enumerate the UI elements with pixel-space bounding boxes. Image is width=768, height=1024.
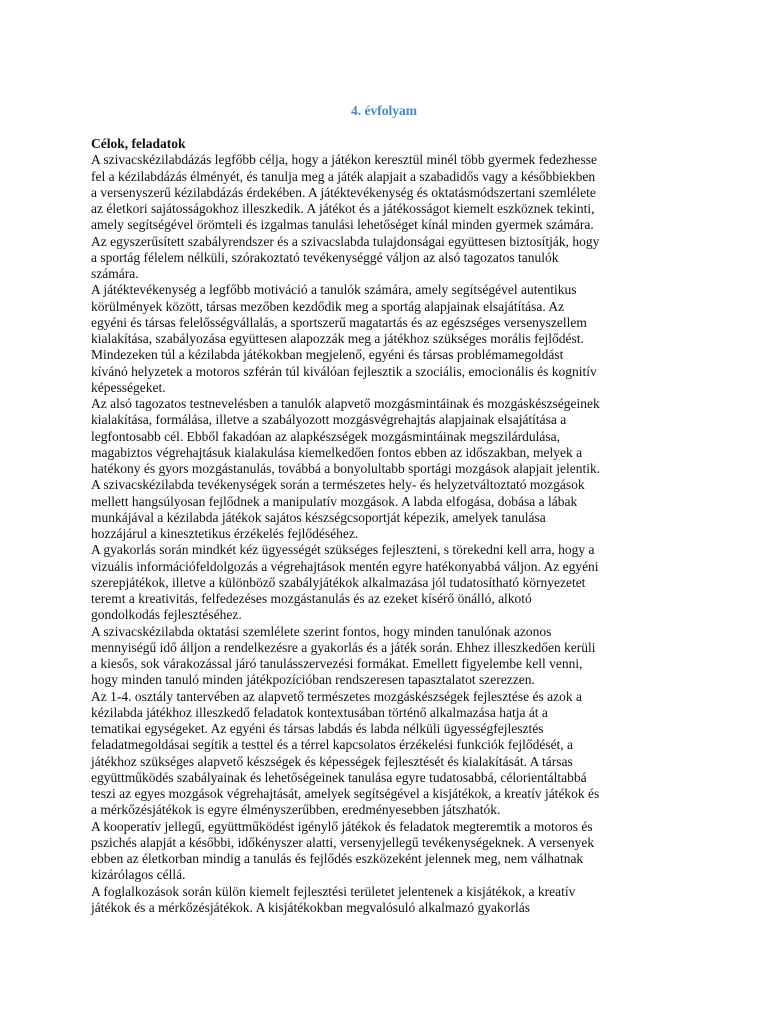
paragraph-line: fel a kézilabdázás élményét, és tanulja meg a játék alapjait a szabadidős vagy a későbbiekben bbox=[91, 168, 596, 184]
paragraph bbox=[91, 542, 691, 623]
paragraph-line: együttműködés szabályainak és lehetőségeinek tanulása egyre tudatosabbá, célorientáltabbá bbox=[91, 769, 587, 785]
paragraph-line: Az egyszerűsített szabályrendszer és a szivacslabda tulajdonságai együttesen biztosítják, hogy bbox=[91, 233, 600, 249]
paragraph-line: A játéktevékenység a legfőbb motiváció a tanulók számára, amely segítségével autentikus bbox=[91, 282, 577, 298]
paragraph-line: a sportág félelem nélküli, szórakoztató tevékenységgé váljon az alsó tagozatos tanulók bbox=[91, 249, 559, 265]
paragraph-line: A gyakorlás során mindkét kéz ügyességét szükséges fejleszteni, s törekedni kell arra, hogy a bbox=[91, 542, 595, 558]
paragraph-line: A foglalkozások során külön kiemelt fejlesztési területet jelentenek a kisjátékok, a kreatív bbox=[91, 883, 576, 899]
paragraph-line: teszi az egyes mozgások végrehajtását, amelyek segítségével a kisjátékok, a kreatív játékok és bbox=[91, 786, 600, 801]
paragraph bbox=[91, 624, 691, 689]
paragraph-line: feladatmegoldásai segítik a testtel és a térrel kapcsolatos érzékelési funkciók fejlődését, a bbox=[91, 737, 574, 753]
paragraph-line: A szivacskézilabda tevékenységek során a természetes hely- és helyzetváltoztató mozgások bbox=[91, 477, 585, 493]
paragraph bbox=[91, 689, 691, 819]
paragraph-line: Az 1-4. osztály tantervében az alapvető természetes mozgáskészségek fejlesztése és azok a bbox=[91, 688, 583, 704]
paragraph-line: számára. bbox=[91, 266, 139, 281]
paragraph bbox=[91, 396, 691, 477]
paragraph-line: kialakítása, szabályozása együttesen alapozzák meg a játékhoz szükséges morális fejlődést. bbox=[91, 331, 584, 346]
document-body bbox=[91, 136, 691, 916]
paragraph bbox=[91, 282, 691, 396]
paragraph-line: a mérkőzésjátékok is egyre élményszerűbben, eredményesebben játszhatók. bbox=[91, 802, 501, 818]
paragraph-line: kialakítása, formálása, illetve a szabályozott mozgásvégrehajtás alapjainak elsajátítása a bbox=[91, 412, 567, 428]
paragraph-line: játékhoz szükséges alapvető készségek és képességek fejlesztését és kialakítását. A társas bbox=[91, 753, 573, 769]
paragraph bbox=[91, 819, 691, 884]
paragraph-line: körülmények között, társas mezőben kezdődik meg a sportág alapjainak elsajátítása. Az bbox=[91, 298, 565, 314]
page-title: 4. évfolyam bbox=[351, 103, 417, 118]
paragraph-list bbox=[91, 152, 691, 916]
paragraph-line: képességeket. bbox=[91, 379, 166, 395]
paragraph-line: amely segítségével örömteli és izgalmas tanulási lehetőséget kínál minden gyermek számára. bbox=[91, 217, 594, 233]
paragraph-line: kizárólagos céllá. bbox=[91, 867, 186, 883]
paragraph-line: egyéni és társas felelősségvállalás, a sportszerű magatartás és az egészséges versenyszellem bbox=[91, 314, 587, 330]
paragraph-line: mellett hangsúlyosan fejlődnek a manipulatív mozgások. A labda elfogása, dobása a lábak bbox=[91, 493, 578, 509]
paragraph-line: játékok és a mérkőzésjátékok. A kisjátékokban megvalósuló alkalmazó gyakorlás bbox=[91, 899, 530, 915]
paragraph bbox=[91, 884, 691, 917]
paragraph-line: a versenyszerű kézilabdázás érdekében. A játéktevékenység és oktatásmódszertani szemlélete bbox=[91, 184, 596, 200]
paragraph-line: a kiesős, sok várakozással járó tanulásszervezési formákat. Emellett figyelembe kell venni, bbox=[91, 656, 583, 671]
paragraph-line: ebben az életkorban mindig a tanulás és fejlődés eszközeként jelennek meg, nem válhatnak bbox=[91, 851, 584, 866]
paragraph-line: Mindezeken túl a kézilabda játékokban megjelenő, egyéni és társas problémamegoldást bbox=[91, 347, 564, 363]
paragraph-line: A szivacskézilabda oktatási szemlélete szerint fontos, hogy minden tanulónak azonos bbox=[91, 623, 552, 639]
paragraph-line: hogy minden tanuló minden játékpozícióban rendszeresen tapasztalatot szerezzen. bbox=[91, 672, 535, 688]
paragraph-line: A szivacskézilabdázás legfőbb célja, hogy a játékon keresztül minél több gyermek fedezhesse bbox=[91, 152, 598, 168]
paragraph-line: teremt a kreativitás, felfedezéses mozgástanulás és az ezeket kísérő önálló, alkotó bbox=[91, 591, 532, 606]
paragraph bbox=[91, 477, 691, 542]
paragraph-line: gondolkodás fejlesztéséhez. bbox=[91, 607, 242, 623]
paragraph-line: A kooperatív jellegű, együttműködést igénylő játékok és feladatok megteremtik a motoros és bbox=[91, 818, 593, 834]
paragraph-line: tematikai egységeket. Az egyéni és társas labdás és labda nélküli ügyességfejlesztés bbox=[91, 721, 544, 736]
paragraph-line: hatékony és gyors mozgástanulás, továbbá a bonyolultabb sportági mozgások alapjait jelentik. bbox=[91, 461, 601, 476]
paragraph-line: az életkori sajátosságokhoz illeszkedik. A játékot és a játékosságot kiemelt eszköznek tekinti, bbox=[91, 201, 595, 216]
paragraph-line: szerepjátékok, illetve a különböző szabályjátékok alkalmazása jól tudatosítható környezetet bbox=[91, 574, 586, 590]
paragraph bbox=[91, 152, 691, 282]
paragraph-line: pszichés alapját a későbbi, időkényszer alatti, versenyjellegű tevékenységeknek. A versenyek bbox=[91, 834, 595, 850]
paragraph-line: kívánó helyzetek a motoros szférán túl kiválóan fejlesztik a szociális, emocionális és kognitív bbox=[91, 363, 597, 379]
paragraph-line: legfontosabb cél. Ebből fakadóan az alapkészségek mozgásmintáinak megszilárdulása, bbox=[91, 428, 560, 444]
paragraph-line: hozzájárul a kinesztetikus érzékelés fejlődéséhez. bbox=[91, 526, 359, 541]
paragraph-line: vizuális információfeldolgozás a végrehajtások mentén egyre hatékonyabbá váljon. Az egyéni bbox=[91, 558, 599, 574]
section-heading: Célok, feladatok bbox=[91, 136, 186, 151]
paragraph-line: Az alsó tagozatos testnevelésben a tanulók alapvető mozgásmintáinak és mozgáskészségeinek bbox=[91, 396, 600, 411]
paragraph-line: magabiztos végrehajtásuk kialakulása kiemelkedően fontos ebben az időszakban, melyek a bbox=[91, 444, 583, 460]
paragraph-line: mennyiségű idő álljon a rendelkezésre a gyakorlás és a játék során. Ehhez illeszkedően kerüli bbox=[91, 639, 596, 655]
paragraph-line: munkájával a kézilabda játékok sajátos készségcsoportját képezik, amelyek tanulása bbox=[91, 509, 546, 525]
paragraph-line: kézilabda játékhoz illeszkedő feladatok kontextusában történő alkalmazása hatja át a bbox=[91, 704, 548, 720]
